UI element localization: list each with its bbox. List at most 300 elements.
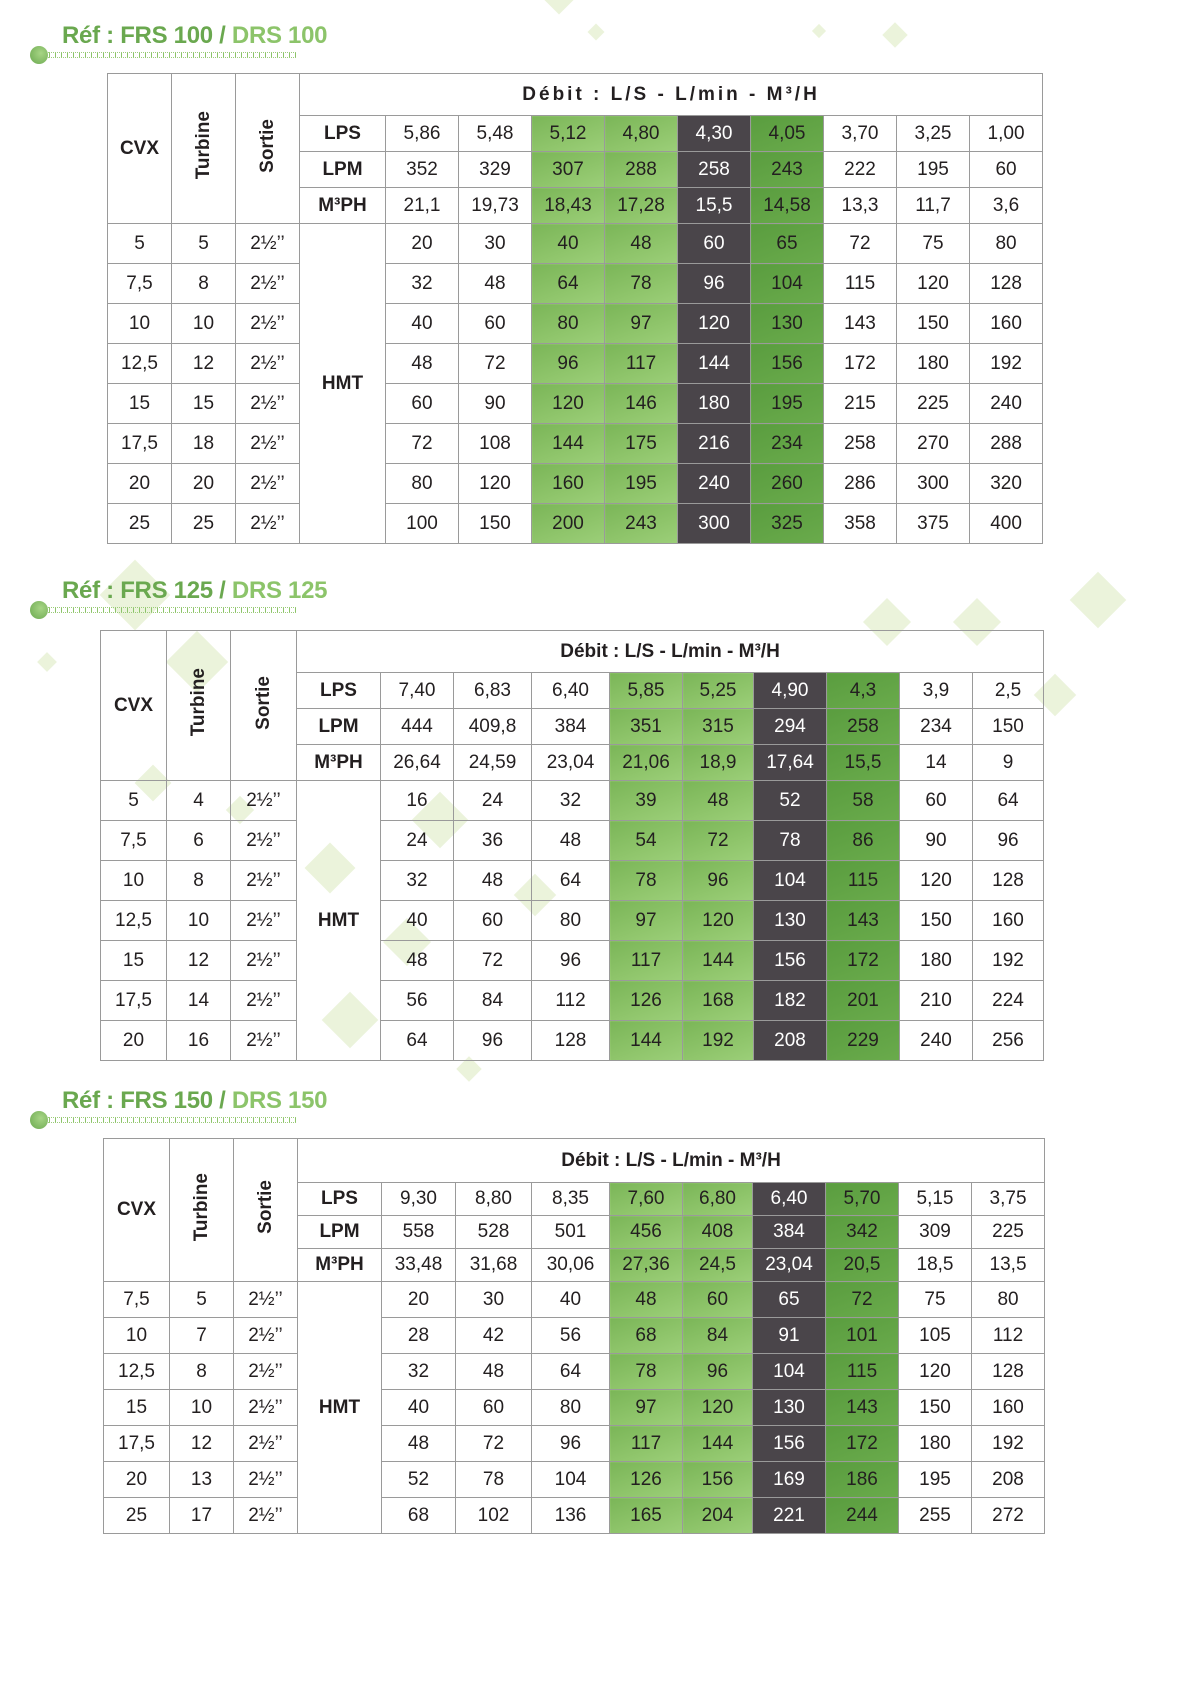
cell-hmt: 64	[532, 1354, 610, 1390]
cell-hmt: 48	[459, 264, 532, 304]
cell-hmt: 156	[753, 1426, 826, 1462]
cell-hmt: 36	[454, 821, 532, 861]
title-prefix: Réf : FRS 100 /	[62, 22, 232, 49]
cell-hmt: 180	[900, 941, 973, 981]
header-row	[104, 1139, 1045, 1183]
cell-turbine: 7	[170, 1318, 234, 1354]
cell-sortie: 2½’’	[231, 1021, 297, 1061]
flow-value: 294	[754, 709, 827, 745]
cell-sortie: 2½’’	[234, 1390, 298, 1426]
flow-value: 5,86	[386, 116, 459, 152]
cell-turbine: 4	[167, 781, 231, 821]
table-row	[101, 1021, 1044, 1061]
cell-turbine: 14	[167, 981, 231, 1021]
flow-value: 23,04	[532, 745, 610, 781]
flow-value: 18,5	[899, 1249, 972, 1282]
flow-label: M³PH	[297, 745, 381, 781]
cell-hmt: 72	[386, 424, 459, 464]
cell-hmt: 80	[532, 304, 605, 344]
hmt-label: HMT	[297, 781, 381, 1061]
cell-sortie: 2½’’	[236, 304, 300, 344]
cell-hmt: 72	[454, 941, 532, 981]
cell-sortie: 2½’’	[236, 464, 300, 504]
cell-hmt: 120	[897, 264, 970, 304]
cell-cvx: 20	[108, 464, 172, 504]
cell-hmt: 48	[386, 344, 459, 384]
cell-hmt: 320	[970, 464, 1043, 504]
flow-label: LPM	[300, 152, 386, 188]
cell-turbine: 12	[172, 344, 236, 384]
cell-turbine: 15	[172, 384, 236, 424]
cell-hmt: 48	[456, 1354, 532, 1390]
flow-value: 17,64	[754, 745, 827, 781]
cell-hmt: 86	[827, 821, 900, 861]
cell-cvx: 17,5	[101, 981, 167, 1021]
flow-value: 5,25	[683, 673, 754, 709]
flow-value: 21,06	[610, 745, 683, 781]
cell-hmt: 105	[899, 1318, 972, 1354]
cell-turbine: 5	[172, 224, 236, 264]
cell-hmt: 30	[459, 224, 532, 264]
cell-hmt: 186	[826, 1462, 899, 1498]
cell-hmt: 120	[532, 384, 605, 424]
flow-value: 5,48	[459, 116, 532, 152]
cell-hmt: 90	[459, 384, 532, 424]
cell-hmt: 90	[900, 821, 973, 861]
cell-hmt: 16	[381, 781, 454, 821]
hmt-label: HMT	[300, 224, 386, 544]
cell-hmt: 40	[382, 1390, 456, 1426]
cell-hmt: 72	[683, 821, 754, 861]
title-suffix: DRS 150	[231, 1087, 328, 1114]
cell-hmt: 115	[824, 264, 897, 304]
cell-hmt: 56	[532, 1318, 610, 1354]
cell-sortie: 2½’’	[234, 1498, 298, 1534]
flow-label: LPM	[297, 709, 381, 745]
cell-hmt: 60	[683, 1282, 753, 1318]
cell-hmt: 60	[900, 781, 973, 821]
table-row	[108, 424, 1043, 464]
cell-hmt: 104	[754, 861, 827, 901]
table-row	[108, 464, 1043, 504]
cell-cvx: 7,5	[108, 264, 172, 304]
flow-value: 384	[532, 709, 610, 745]
flow-value: 342	[826, 1216, 899, 1249]
cell-cvx: 12,5	[101, 901, 167, 941]
cell-sortie: 2½’’	[231, 781, 297, 821]
flow-value: 234	[900, 709, 973, 745]
flow-value: 3,70	[824, 116, 897, 152]
flow-value: 3,6	[970, 188, 1043, 224]
flow-value: 4,3	[827, 673, 900, 709]
cell-hmt: 150	[459, 504, 532, 544]
flow-value: 3,25	[897, 116, 970, 152]
cell-hmt: 48	[683, 781, 754, 821]
flow-value: 222	[824, 152, 897, 188]
cell-hmt: 60	[678, 224, 751, 264]
cell-hmt: 96	[678, 264, 751, 304]
flow-value: 18,9	[683, 745, 754, 781]
cell-hmt: 80	[972, 1282, 1045, 1318]
flow-value: 7,60	[610, 1183, 683, 1216]
cell-hmt: 130	[753, 1390, 826, 1426]
flow-value: 501	[532, 1216, 610, 1249]
cell-hmt: 97	[610, 901, 683, 941]
cell-hmt: 192	[972, 1426, 1045, 1462]
cell-hmt: 72	[459, 344, 532, 384]
header-cvx: CVX	[104, 1139, 170, 1282]
cell-hmt: 172	[827, 941, 900, 981]
cell-sortie: 2½’’	[236, 504, 300, 544]
cell-sortie: 2½’’	[231, 981, 297, 1021]
cell-hmt: 64	[532, 861, 610, 901]
flow-value: 11,7	[897, 188, 970, 224]
flow-value: 9,30	[382, 1183, 456, 1216]
cell-hmt: 96	[683, 861, 754, 901]
section-title	[62, 22, 327, 50]
cell-hmt: 221	[753, 1498, 826, 1534]
cell-hmt: 78	[610, 861, 683, 901]
cell-hmt: 60	[386, 384, 459, 424]
header-cvx: CVX	[108, 74, 172, 224]
cell-hmt: 300	[897, 464, 970, 504]
cell-turbine: 20	[172, 464, 236, 504]
cell-hmt: 20	[382, 1282, 456, 1318]
flow-value: 17,28	[605, 188, 678, 224]
table-row	[104, 1426, 1045, 1462]
flow-value: 4,30	[678, 116, 751, 152]
cell-hmt: 104	[751, 264, 824, 304]
cell-hmt: 208	[754, 1021, 827, 1061]
cell-hmt: 160	[973, 901, 1044, 941]
cell-hmt: 40	[532, 1282, 610, 1318]
cell-hmt: 169	[753, 1462, 826, 1498]
cell-hmt: 126	[610, 1462, 683, 1498]
flow-value: 3,9	[900, 673, 973, 709]
header-sortie-label: Sortie	[252, 675, 274, 730]
cell-hmt: 52	[382, 1462, 456, 1498]
header-cvx: CVX	[101, 631, 167, 781]
cell-sortie: 2½’’	[231, 861, 297, 901]
cell-hmt: 128	[973, 861, 1044, 901]
cell-hmt: 144	[610, 1021, 683, 1061]
header-sortie-label: Sortie	[256, 118, 278, 173]
title-prefix: Réf : FRS 125 /	[62, 577, 232, 604]
cell-hmt: 225	[897, 384, 970, 424]
cell-hmt: 192	[973, 941, 1044, 981]
cell-hmt: 224	[973, 981, 1044, 1021]
flow-value: 4,05	[751, 116, 824, 152]
cell-hmt: 180	[899, 1426, 972, 1462]
cell-hmt: 136	[532, 1498, 610, 1534]
flow-label: M³PH	[300, 188, 386, 224]
cell-hmt: 115	[827, 861, 900, 901]
cell-hmt: 100	[386, 504, 459, 544]
header-turbine	[170, 1139, 234, 1282]
flow-value: 225	[972, 1216, 1045, 1249]
cell-hmt: 80	[386, 464, 459, 504]
flow-value: 6,80	[683, 1183, 753, 1216]
flow-label: LPS	[297, 673, 381, 709]
cell-hmt: 300	[678, 504, 751, 544]
cell-cvx: 5	[108, 224, 172, 264]
cell-cvx: 17,5	[108, 424, 172, 464]
flow-value: 5,12	[532, 116, 605, 152]
cell-hmt: 65	[753, 1282, 826, 1318]
table-row	[108, 224, 1043, 264]
cell-hmt: 68	[610, 1318, 683, 1354]
flow-value: 26,64	[381, 745, 454, 781]
cell-hmt: 60	[459, 304, 532, 344]
cell-hmt: 117	[605, 344, 678, 384]
cell-hmt: 256	[973, 1021, 1044, 1061]
cell-hmt: 117	[610, 941, 683, 981]
cell-cvx: 10	[101, 861, 167, 901]
table-row	[104, 1390, 1045, 1426]
cell-hmt: 48	[605, 224, 678, 264]
cell-hmt: 28	[382, 1318, 456, 1354]
cell-hmt: 120	[899, 1354, 972, 1390]
cell-hmt: 195	[899, 1462, 972, 1498]
cell-hmt: 40	[381, 901, 454, 941]
cell-hmt: 78	[605, 264, 678, 304]
flow-value: 60	[970, 152, 1043, 188]
cell-hmt: 130	[754, 901, 827, 941]
cell-sortie: 2½’’	[234, 1462, 298, 1498]
cell-hmt: 32	[382, 1354, 456, 1390]
cell-hmt: 150	[900, 901, 973, 941]
cell-turbine: 6	[167, 821, 231, 861]
spec-table-frs125	[100, 630, 1044, 1061]
flow-value: 5,70	[826, 1183, 899, 1216]
cell-turbine: 25	[172, 504, 236, 544]
cell-hmt: 208	[972, 1462, 1045, 1498]
header-sortie	[231, 631, 297, 781]
cell-hmt: 216	[678, 424, 751, 464]
cell-hmt: 358	[824, 504, 897, 544]
cell-hmt: 48	[610, 1282, 683, 1318]
cell-turbine: 8	[172, 264, 236, 304]
cell-turbine: 8	[170, 1354, 234, 1390]
cell-hmt: 91	[753, 1318, 826, 1354]
cell-hmt: 240	[900, 1021, 973, 1061]
cell-hmt: 144	[683, 1426, 753, 1462]
cell-sortie: 2½’’	[236, 424, 300, 464]
cell-cvx: 25	[104, 1498, 170, 1534]
cell-hmt: 120	[459, 464, 532, 504]
header-debit: Débit : L/S - L/min - M³/H	[297, 631, 1044, 673]
cell-hmt: 195	[751, 384, 824, 424]
cell-hmt: 375	[897, 504, 970, 544]
cell-hmt: 32	[386, 264, 459, 304]
flow-value: 5,15	[899, 1183, 972, 1216]
cell-hmt: 195	[605, 464, 678, 504]
cell-hmt: 143	[827, 901, 900, 941]
cell-hmt: 40	[386, 304, 459, 344]
title-underline	[48, 52, 296, 58]
table-row	[101, 821, 1044, 861]
flow-value: 243	[751, 152, 824, 188]
cell-hmt: 48	[532, 821, 610, 861]
cell-hmt: 24	[454, 781, 532, 821]
table-row	[104, 1462, 1045, 1498]
cell-hmt: 215	[824, 384, 897, 424]
cell-hmt: 160	[970, 304, 1043, 344]
cell-hmt: 48	[454, 861, 532, 901]
cell-cvx: 20	[101, 1021, 167, 1061]
cell-cvx: 7,5	[104, 1282, 170, 1318]
cell-cvx: 15	[104, 1390, 170, 1426]
cell-sortie: 2½’’	[236, 224, 300, 264]
flow-value: 528	[456, 1216, 532, 1249]
cell-hmt: 96	[532, 941, 610, 981]
header-turbine-label: Turbine	[187, 668, 209, 737]
flow-value: 13,5	[972, 1249, 1045, 1282]
cell-cvx: 17,5	[104, 1426, 170, 1462]
table-row	[101, 941, 1044, 981]
flow-value: 351	[610, 709, 683, 745]
cell-hmt: 172	[826, 1426, 899, 1462]
cell-turbine: 10	[167, 901, 231, 941]
table-row	[108, 264, 1043, 304]
cell-hmt: 260	[751, 464, 824, 504]
cell-hmt: 180	[678, 384, 751, 424]
flow-value: 9	[973, 745, 1044, 781]
cell-hmt: 96	[683, 1354, 753, 1390]
cell-hmt: 64	[532, 264, 605, 304]
flow-value: 4,80	[605, 116, 678, 152]
cell-hmt: 112	[532, 981, 610, 1021]
cell-hmt: 172	[824, 344, 897, 384]
flow-value: 23,04	[753, 1249, 826, 1282]
cell-hmt: 128	[970, 264, 1043, 304]
cell-hmt: 156	[683, 1462, 753, 1498]
cell-hmt: 48	[382, 1426, 456, 1462]
flow-label: LPM	[298, 1216, 382, 1249]
flow-value: 307	[532, 152, 605, 188]
flow-value: 6,40	[753, 1183, 826, 1216]
cell-hmt: 112	[972, 1318, 1045, 1354]
cell-hmt: 150	[897, 304, 970, 344]
flow-value: 24,59	[454, 745, 532, 781]
cell-hmt: 96	[532, 1426, 610, 1462]
header-turbine-label: Turbine	[192, 111, 214, 180]
cell-turbine: 16	[167, 1021, 231, 1061]
cell-hmt: 175	[605, 424, 678, 464]
cell-cvx: 12,5	[104, 1354, 170, 1390]
header-row	[108, 74, 1043, 116]
cell-hmt: 201	[827, 981, 900, 1021]
cell-hmt: 182	[754, 981, 827, 1021]
cell-hmt: 72	[824, 224, 897, 264]
flow-value: 30,06	[532, 1249, 610, 1282]
cell-turbine: 17	[170, 1498, 234, 1534]
flow-label: LPS	[298, 1183, 382, 1216]
cell-turbine: 13	[170, 1462, 234, 1498]
title-bullet-icon	[30, 601, 48, 619]
cell-hmt: 104	[753, 1354, 826, 1390]
header-sortie	[234, 1139, 298, 1282]
cell-hmt: 192	[683, 1021, 754, 1061]
cell-hmt: 96	[973, 821, 1044, 861]
cell-hmt: 258	[824, 424, 897, 464]
cell-hmt: 255	[899, 1498, 972, 1534]
flow-label: M³PH	[298, 1249, 382, 1282]
cell-sortie: 2½’’	[234, 1282, 298, 1318]
cell-hmt: 180	[897, 344, 970, 384]
cell-cvx: 5	[101, 781, 167, 821]
table-row	[108, 344, 1043, 384]
cell-hmt: 108	[459, 424, 532, 464]
cell-cvx: 10	[108, 304, 172, 344]
cell-hmt: 58	[827, 781, 900, 821]
cell-turbine: 5	[170, 1282, 234, 1318]
cell-cvx: 12,5	[108, 344, 172, 384]
cell-hmt: 128	[972, 1354, 1045, 1390]
flow-value: 15,5	[827, 745, 900, 781]
cell-hmt: 75	[897, 224, 970, 264]
flow-value: 3,75	[972, 1183, 1045, 1216]
cell-hmt: 130	[751, 304, 824, 344]
cell-hmt: 78	[456, 1462, 532, 1498]
cell-hmt: 78	[754, 821, 827, 861]
flow-value: 21,1	[386, 188, 459, 224]
cell-hmt: 32	[532, 781, 610, 821]
flow-value: 19,73	[459, 188, 532, 224]
table-row	[104, 1354, 1045, 1390]
flow-value: 6,40	[532, 673, 610, 709]
cell-cvx: 20	[104, 1462, 170, 1498]
table-row	[104, 1282, 1045, 1318]
cell-hmt: 60	[456, 1390, 532, 1426]
table-row	[101, 861, 1044, 901]
flow-value: 4,90	[754, 673, 827, 709]
cell-hmt: 20	[386, 224, 459, 264]
table-row	[101, 981, 1044, 1021]
title-bullet-icon	[30, 46, 48, 64]
cell-cvx: 15	[108, 384, 172, 424]
cell-hmt: 78	[610, 1354, 683, 1390]
cell-turbine: 12	[167, 941, 231, 981]
cell-cvx: 15	[101, 941, 167, 981]
cell-sortie: 2½’’	[231, 901, 297, 941]
cell-hmt: 192	[970, 344, 1043, 384]
cell-hmt: 117	[610, 1426, 683, 1462]
flow-value: 315	[683, 709, 754, 745]
table-row	[101, 781, 1044, 821]
cell-hmt: 115	[826, 1354, 899, 1390]
cell-hmt: 72	[826, 1282, 899, 1318]
header-turbine-label: Turbine	[190, 1172, 212, 1242]
title-suffix: DRS 125	[231, 577, 328, 604]
header-sortie	[236, 74, 300, 224]
cell-hmt: 42	[456, 1318, 532, 1354]
cell-cvx: 25	[108, 504, 172, 544]
cell-hmt: 240	[970, 384, 1043, 424]
cell-hmt: 156	[754, 941, 827, 981]
cell-hmt: 96	[454, 1021, 532, 1061]
cell-hmt: 204	[683, 1498, 753, 1534]
cell-hmt: 97	[610, 1390, 683, 1426]
cell-hmt: 56	[381, 981, 454, 1021]
cell-hmt: 72	[456, 1426, 532, 1462]
cell-hmt: 143	[824, 304, 897, 344]
cell-hmt: 325	[751, 504, 824, 544]
cell-sortie: 2½’’	[236, 264, 300, 304]
flow-value: 150	[973, 709, 1044, 745]
cell-hmt: 156	[751, 344, 824, 384]
cell-hmt: 84	[454, 981, 532, 1021]
